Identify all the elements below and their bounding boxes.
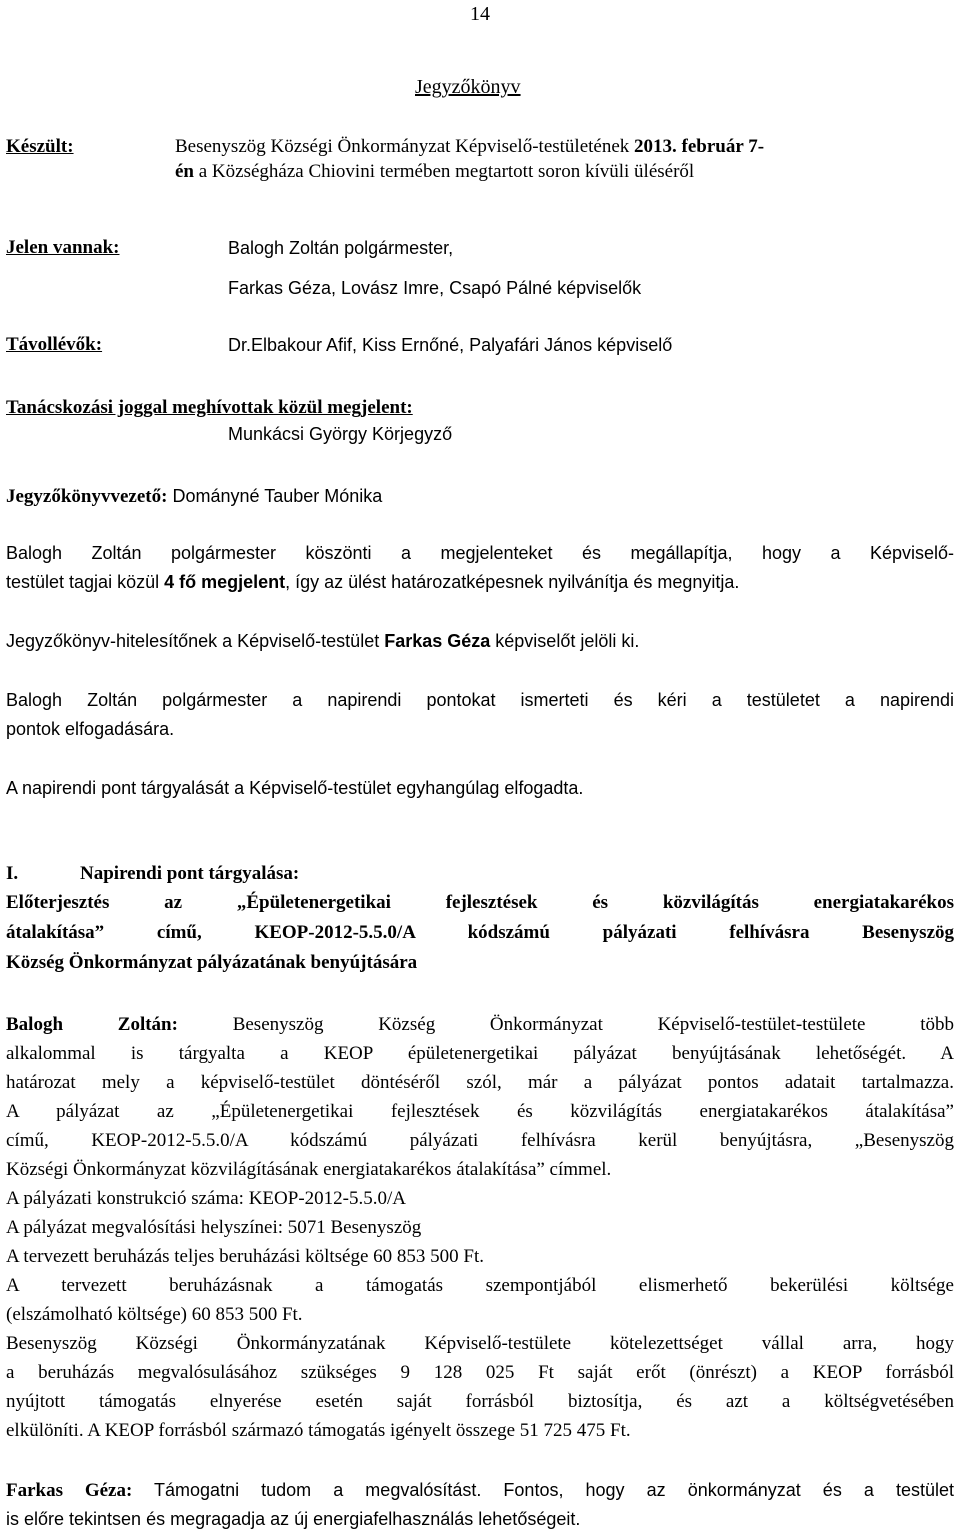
paragraph-1-line-2 bbox=[6, 570, 739, 594]
paragraph-3-line-2: pontok elfogadására. bbox=[6, 719, 175, 739]
agenda-title-line-3: Község Önkormányzat pályázatának benyújtására bbox=[6, 952, 418, 973]
paragraph-5-line-8: A pályázat megvalósítási helyszínei: 5071 Besenyszög bbox=[6, 1217, 422, 1238]
paragraph-5-line-3: határozat mely a képviselő-testület döntéséről szól, már a pályázat pontos adatait tartalmazza. bbox=[6, 1072, 954, 1093]
jegyzokonyvvezeto-line bbox=[6, 484, 382, 509]
paragraph-5-line-11: (elszámolható költsége) 60 853 500 Ft. bbox=[6, 1304, 303, 1325]
keszult-line-2 bbox=[175, 160, 694, 184]
jegyzokonyvvezeto-label: Jegyzőkönyvvezető: bbox=[6, 486, 168, 507]
agenda-title-line-1: Előterjesztés az „Épületenergetikai fejlesztések és közvilágítás energiatakarékos bbox=[6, 892, 954, 913]
paragraph-5-line-10: A tervezett beruházásnak a támogatás szempontjából elismerhető bekerülési költsége bbox=[6, 1275, 954, 1296]
paragraph-5-line-13: a beruházás megvalósulásához szükséges 9 128 025 Ft saját erőt (önrészt) a KEOP forrásból bbox=[6, 1362, 954, 1383]
paragraph-5-line-9: A tervezett beruházás teljes beruházási költsége 60 853 500 Ft. bbox=[6, 1246, 485, 1267]
paragraph-5-line-12: Besenyszög Községi Önkormányzatának Képviselő-testülete kötelezettséget vállal arra, hogy bbox=[6, 1333, 954, 1354]
paragraph-2-text-a: Jegyzőkönyv-hitelesítőnek a Képviselő-testület bbox=[6, 631, 385, 651]
paragraph-1-line-1: Balogh Zoltán polgármester köszönti a megjelenteket és megállapítja, hogy a Képviselő- bbox=[6, 543, 954, 563]
paragraph-6-line-1 bbox=[6, 1478, 954, 1503]
paragraph-5-line-15: elkülöníti. A KEOP forrásból származó támogatás igényelt összege 51 725 475 Ft. bbox=[6, 1420, 631, 1441]
paragraph-1-bold: 4 fő megjelent bbox=[164, 572, 286, 592]
keszult-date-suffix: én bbox=[175, 161, 194, 182]
paragraph-3-line-1: Balogh Zoltán polgármester a napirendi pontokat ismerteti és kéri a testületet a napirendi bbox=[6, 690, 954, 710]
agenda-title-line-2: átalakítása” című, KEOP-2012-5.5.0/A kódszámú pályázati felhívásra Besenyszög bbox=[6, 922, 954, 943]
paragraph-5-line-14: nyújtott támogatás elnyerése esetén saját forrásból biztosítja, és azt a költségvetésében bbox=[6, 1391, 954, 1412]
jelen-vannak-line-2: Farkas Géza, Lovász Imre, Csapó Pálné képviselők bbox=[228, 278, 642, 298]
agenda-number: I. bbox=[6, 863, 19, 884]
keszult-line-2-text: a Községháza Chiovini termében megtartott soron kívüli üléséről bbox=[194, 161, 695, 182]
page-number: 14 bbox=[470, 3, 490, 25]
keszult-date: 2013. február 7- bbox=[634, 136, 765, 157]
paragraph-5-line-1 bbox=[6, 1013, 954, 1037]
jelen-vannak-line-1: Balogh Zoltán polgármester, bbox=[228, 238, 454, 258]
paragraph-5-line-7: A pályázati konstrukció száma: KEOP-2012-5.5.0/A bbox=[6, 1188, 406, 1209]
paragraph-5-speaker: Balogh Zoltán: bbox=[6, 1014, 178, 1035]
paragraph-2 bbox=[6, 629, 639, 653]
paragraph-5-line-2: alkalommal is tárgyalta a KEOP épületenergetikai pályázat benyújtásának lehetőségét. A bbox=[6, 1043, 954, 1064]
paragraph-6-line-2: is előre tekintsen és megragadja az új energiafelhasználás lehetőségeit. bbox=[6, 1509, 581, 1529]
tanacskozasi-label: Tanácskozási joggal meghívottak közül megjelent: bbox=[6, 397, 413, 418]
paragraph-2-text-c: képviselőt jelöli ki. bbox=[490, 631, 640, 651]
tanacskozasi-name: Munkácsi György Körjegyző bbox=[228, 424, 453, 444]
keszult-label: Készült: bbox=[6, 136, 74, 157]
tavollevok-label: Távollévők: bbox=[6, 334, 103, 355]
paragraph-6-speaker: Farkas Géza: bbox=[6, 1480, 133, 1501]
keszult-line-1-text: Besenyszög Községi Önkormányzat Képviselő-testületének bbox=[175, 136, 635, 157]
jelen-vannak-label: Jelen vannak: bbox=[6, 237, 120, 258]
paragraph-5-line-5: című, KEOP-2012-5.5.0/A kódszámú pályázati felhívásra kerül benyújtásra, „Besenyszög bbox=[6, 1130, 954, 1151]
document-title: Jegyzőkönyv bbox=[415, 76, 521, 98]
paragraph-6-line-1-text: Támogatni tudom a megvalósítást. Fontos, hogy az önkormányzat és a testület bbox=[132, 1480, 954, 1500]
paragraph-2-bold: Farkas Géza bbox=[384, 631, 491, 651]
paragraph-4: A napirendi pont tárgyalását a Képviselő-testület egyhangúlag elfogadta. bbox=[6, 778, 584, 798]
agenda-heading: Napirendi pont tárgyalása: bbox=[80, 863, 300, 884]
paragraph-5-line-6: Községi Önkormányzat közvilágításának energiatakarékos átalakítása” címmel. bbox=[6, 1159, 612, 1180]
paragraph-5-line-4: A pályázat az „Épületenergetikai fejlesztések és közvilágítás energiatakarékos átalakítása” bbox=[6, 1101, 954, 1122]
keszult-line-1 bbox=[175, 135, 955, 159]
paragraph-1-text-a: testület tagjai közül bbox=[6, 572, 165, 592]
paragraph-5-line-1-text: Besenyszög Község Önkormányzat Képviselő-testület-testülete több bbox=[177, 1014, 954, 1035]
paragraph-1-text-c: , így az ülést határozatképesnek nyilvánítja és megnyitja. bbox=[285, 572, 740, 592]
jegyzokonyvvezeto-name: Dományné Tauber Mónika bbox=[167, 486, 383, 506]
tavollevok-text: Dr.Elbakour Afif, Kiss Ernőné, Palyafári János képviselő bbox=[228, 335, 673, 355]
